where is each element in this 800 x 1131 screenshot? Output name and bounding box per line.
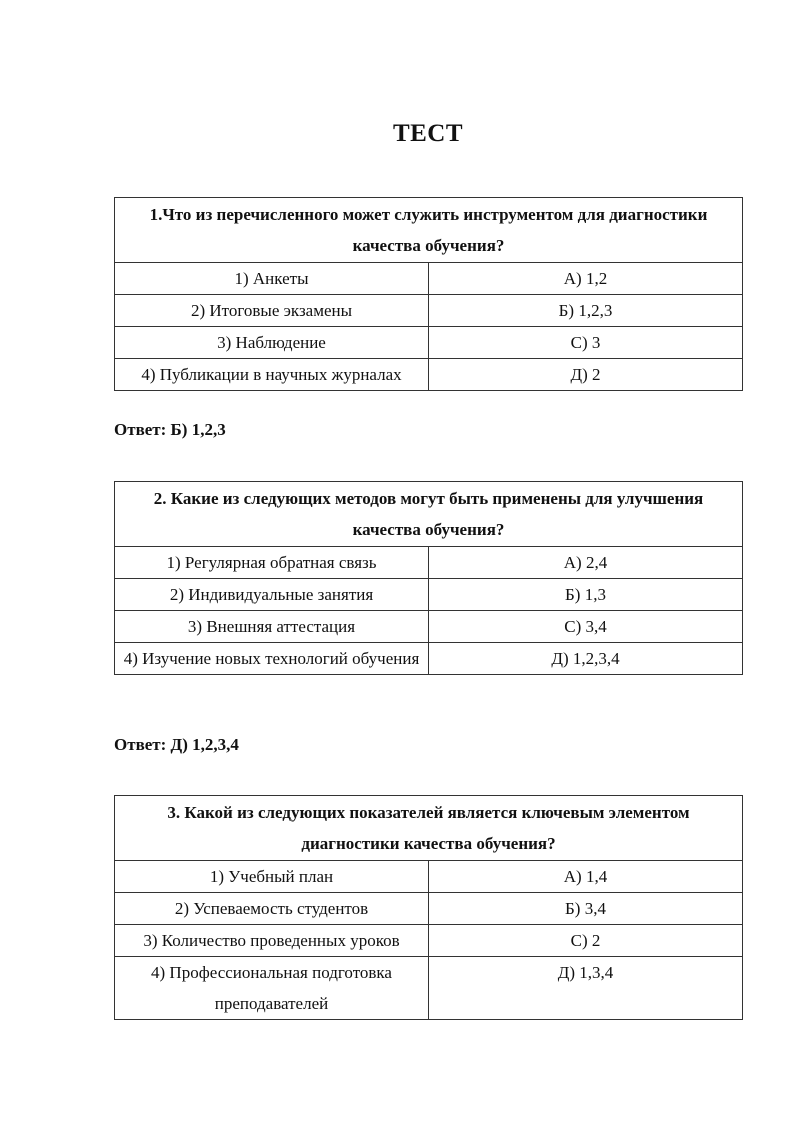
question-text: 3. Какой из следующих показателей является ключевым элементом диагностики качества обучения? [115, 796, 743, 861]
question-text: 1.Что из перечисленного может служить инструментом для диагностики качества обучения? [115, 198, 743, 263]
choice-cell: А) 1,4 [429, 861, 743, 893]
choice-cell: С) 3,4 [429, 611, 743, 643]
choice-cell: Б) 1,2,3 [429, 295, 743, 327]
option-row [115, 579, 743, 611]
question-table-3 [114, 795, 743, 1020]
choice-cell: С) 3 [429, 327, 743, 359]
answer-text-2: Ответ: Д) 1,2,3,4 [114, 735, 239, 754]
question-table-2 [114, 481, 743, 675]
option-row [115, 643, 743, 675]
question-table-1 [114, 197, 743, 391]
option-cell: 2) Итоговые экзамены [115, 295, 429, 327]
option-row [115, 893, 743, 925]
option-cell: 1) Учебный план [115, 861, 429, 893]
answer-text-1: Ответ: Б) 1,2,3 [114, 420, 226, 439]
option-row [115, 957, 743, 1020]
option-cell: 4) Изучение новых технологий обучения [115, 643, 429, 675]
choice-cell: А) 1,2 [429, 263, 743, 295]
choice-cell: Б) 3,4 [429, 893, 743, 925]
option-cell: 3) Внешняя аттестация [115, 611, 429, 643]
question-text: 2. Какие из следующих методов могут быть применены для улучшения качества обучения? [115, 482, 743, 547]
choice-cell: А) 2,4 [429, 547, 743, 579]
option-row [115, 611, 743, 643]
option-cell: 2) Индивидуальные занятия [115, 579, 429, 611]
option-row [115, 547, 743, 579]
option-row [115, 263, 743, 295]
choice-cell: Д) 2 [429, 359, 743, 391]
option-cell: 4) Публикации в научных журналах [115, 359, 429, 391]
option-row [115, 925, 743, 957]
page-title: ТЕСТ [392, 120, 464, 147]
option-cell: 2) Успеваемость студентов [115, 893, 429, 925]
choice-cell: Д) 1,2,3,4 [429, 643, 743, 675]
option-row [115, 295, 743, 327]
question-row [115, 482, 743, 547]
option-row [115, 861, 743, 893]
question-row [115, 198, 743, 263]
option-cell: 1) Анкеты [115, 263, 429, 295]
option-row [115, 327, 743, 359]
choice-cell: С) 2 [429, 925, 743, 957]
option-cell: 1) Регулярная обратная связь [115, 547, 429, 579]
choice-cell: Д) 1,3,4 [429, 957, 743, 1020]
option-cell: 4) Профессиональная подготовка преподавателей [115, 957, 429, 1020]
option-row [115, 359, 743, 391]
choice-cell: Б) 1,3 [429, 579, 743, 611]
option-cell: 3) Наблюдение [115, 327, 429, 359]
option-cell: 3) Количество проведенных уроков [115, 925, 429, 957]
question-row [115, 796, 743, 861]
